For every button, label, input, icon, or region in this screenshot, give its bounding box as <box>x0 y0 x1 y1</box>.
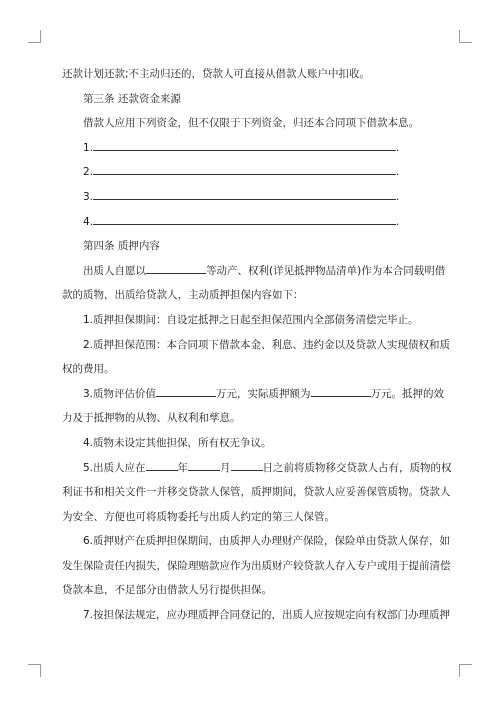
blank-list-item <box>62 185 428 210</box>
text-span: 5.出质人应在 <box>83 461 146 474</box>
list-end: . <box>396 190 400 203</box>
list-number: 2. <box>83 166 94 179</box>
blank-line <box>311 384 371 397</box>
crop-mark-top-left <box>28 30 41 43</box>
list-number: 3. <box>83 190 94 203</box>
clause-2: 2.质押担保范围：本合同项下借款本金、利息、违约金以及贷款人实现债权和质 <box>83 338 451 351</box>
blank-line <box>188 458 220 471</box>
list-number: 1. <box>83 141 94 154</box>
blank-line <box>93 162 396 175</box>
crop-mark-bottom-right <box>459 664 472 677</box>
clause-6: 6.质押财产在质押担保期间，由质押人办理财产保险，保险单由贷款人保存，如 <box>83 535 451 548</box>
clause-4: 4.质物未设定其他担保，所有权无争议。 <box>83 436 272 449</box>
text-span: 3.质物评估价值 <box>83 387 157 400</box>
clause-5-cont: 为安全、方便也可将质物委托与出质人约定的第三人保管。 <box>62 510 335 523</box>
blank-line <box>146 458 178 471</box>
text-span: 年 <box>177 461 189 474</box>
blank-line <box>93 138 396 151</box>
clause-5 <box>62 456 452 481</box>
clause-7: 7.按担保法规定，应办理质押合同登记的，出质人应按规定向有权部门办理质押 <box>83 609 451 622</box>
paragraph-line: 款的质物，出质给贷款人，主动质押担保内容如下： <box>62 289 304 302</box>
clause-1: 1.质押担保期间：自设定抵押之日起至担保范围内全部债务清偿完毕止。 <box>83 313 419 326</box>
crop-mark-top-right <box>459 30 472 43</box>
text-span: 日之前将质物移交贷款人占有，质物的权 <box>262 461 452 474</box>
list-end: . <box>396 166 400 179</box>
article-3-heading: 第三条 还款资金来源 <box>83 92 181 105</box>
clause-2-cont: 权的费用。 <box>62 363 115 376</box>
text-span: 月 <box>220 461 231 474</box>
blank-line <box>93 212 396 225</box>
crop-mark-bottom-left <box>28 664 41 677</box>
list-end: . <box>396 141 400 154</box>
clause-3-cont: 力及于抵押物的从物、从权利和孳息。 <box>62 412 241 425</box>
paragraph-line: 借款人应用下列资金，但不仅限于下列资金，归还本合同项下借款本息。 <box>83 117 419 130</box>
blank-line <box>231 458 263 471</box>
clause-6-cont: 贷款本息，不足部分由借款人另行提供担保。 <box>62 584 272 597</box>
text-span: 万元。抵押的效 <box>370 387 445 400</box>
paragraph-line <box>62 259 446 284</box>
blank-line <box>93 187 396 200</box>
clause-6-cont: 发生保险责任内损失，保险理赔款应作为出质财产较贷款人存入专户或用于提前清偿 <box>62 559 451 572</box>
clause-3 <box>62 382 445 407</box>
blank-line <box>156 384 216 397</box>
text-span: 万元，实际质押额为 <box>216 387 311 400</box>
blank-list-item <box>62 136 428 161</box>
list-number: 4. <box>83 215 94 228</box>
list-end: . <box>396 215 400 228</box>
paragraph-line: 还款计划还款;不主动归还的，贷款人可直接从借款人账户中扣收。 <box>62 68 371 80</box>
document-page <box>62 62 452 628</box>
blank-list-item <box>62 210 428 235</box>
text-span: 出质人自愿以 <box>83 264 146 277</box>
article-4-heading: 第四条 质押内容 <box>83 240 160 253</box>
clause-5-cont: 利证书和相关文件一并移交贷款人保管，质押期间，贷款人应妥善保管质物。贷款人 <box>62 486 451 499</box>
text-span: 等动产、权利(详见抵押物品清单)作为本合同载明借 <box>206 264 446 277</box>
blank-list-item <box>62 160 428 185</box>
blank-line <box>146 261 206 274</box>
